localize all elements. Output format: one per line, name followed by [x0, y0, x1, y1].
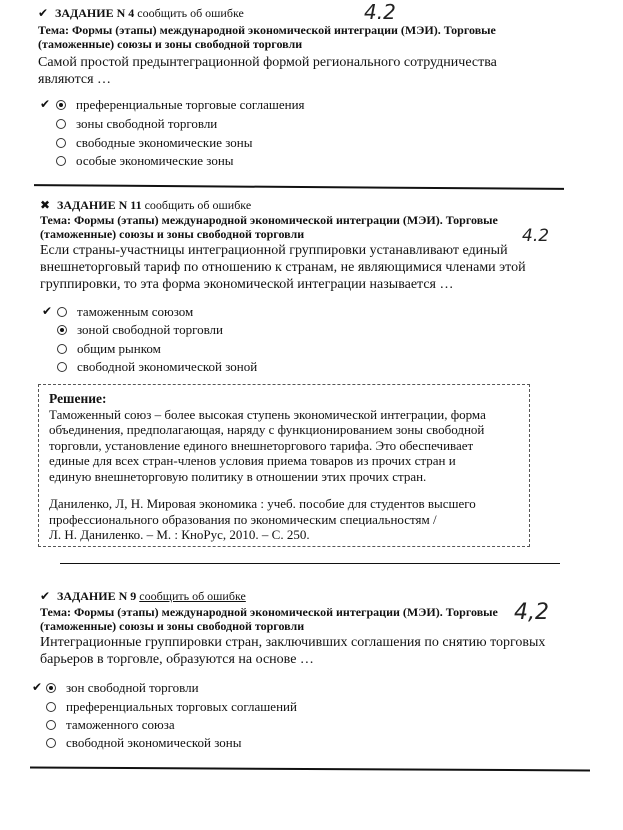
solution-title: Решение:: [49, 391, 107, 406]
task-topic: Тема: Формы (этапы) международной экономической интеграции (МЭИ). Торговые (таможенные) союзы и зоны свободной торговли: [40, 605, 498, 633]
answer-option[interactable]: зоны свободной торговли: [56, 116, 217, 132]
answer-option[interactable]: особые экономические зоны: [56, 153, 234, 169]
answer-option[interactable]: таможенного союза: [46, 717, 175, 733]
task-topic: Тема: Формы (этапы) международной экономической интеграции (МЭИ). Торговые (таможенные) союзы и зоны свободной торговли: [38, 23, 496, 51]
solution-text: единую внешнеторговую политику в отношении этих прочих стран.: [49, 468, 427, 484]
reference-text: профессионального образования по экономическим специальностям /: [49, 511, 437, 527]
solution-text: торговли, установление единого внешнеторгового тарифа. Это обеспечивает: [49, 437, 474, 453]
answer-option[interactable]: свободной экономической зоной: [57, 359, 257, 375]
radio-button[interactable]: [56, 119, 66, 129]
task-header: [40, 198, 251, 213]
answer-option[interactable]: общим рынком: [57, 341, 161, 357]
separator-line: [30, 767, 590, 772]
radio-button[interactable]: [46, 720, 56, 730]
task-number: ЗАДАНИЕ N 11: [57, 198, 142, 212]
cross-icon: ✖: [40, 198, 51, 212]
radio-button[interactable]: [46, 738, 56, 748]
radio-button[interactable]: [57, 362, 67, 372]
correct-check-icon: ✔: [32, 680, 43, 694]
report-error-link[interactable]: сообщить об ошибке: [139, 589, 246, 603]
solution-box: [38, 384, 530, 547]
radio-button[interactable]: [56, 138, 66, 148]
reference-text: Даниленко, Л, Н. Мировая экономика : учеб. пособие для студентов высшего: [49, 496, 476, 511]
radio-button[interactable]: [56, 100, 66, 110]
task-number: ЗАДАНИЕ N 9: [57, 589, 137, 603]
solution-text: единые для всех стран-членов условия приема товаров из прочих стран и: [49, 453, 456, 468]
answer-option[interactable]: преференциальные торговые соглашения: [56, 97, 305, 113]
report-error-link[interactable]: сообщить об ошибке: [137, 6, 244, 20]
solution-text: Таможенный союз – более высокая ступень экономической интеграции, форма: [49, 406, 486, 422]
report-error-link[interactable]: сообщить об ошибке: [144, 198, 252, 212]
task-question: Если страны-участницы интеграционной группировки устанавливают единый внешнеторговый тариф по отношению к странам, не являющимися членами этой группировки, то эта форма экономической интеграции называется …: [40, 243, 526, 292]
answer-option[interactable]: свободные экономические зоны: [56, 135, 252, 151]
solution-text: объединения, предполагающая, наряду с функционированием зоны свободной: [49, 422, 485, 437]
radio-button[interactable]: [57, 307, 67, 317]
radio-button[interactable]: [46, 683, 56, 693]
task-header: [40, 589, 246, 604]
check-icon: ✔: [40, 589, 51, 603]
handwritten-grade: 4.2: [522, 226, 550, 246]
radio-button[interactable]: [56, 156, 66, 166]
answer-option[interactable]: зоной свободной торговли: [57, 322, 223, 338]
task-number: ЗАДАНИЕ N 4: [55, 6, 135, 20]
reference-text: Л. Н. Даниленко. – М. : КноРус, 2010. – С. 250.: [49, 527, 310, 542]
task-header: [38, 6, 244, 21]
separator-line: [60, 563, 560, 564]
answer-option[interactable]: таможенным союзом: [57, 304, 193, 320]
task-question: Интеграционные группировки стран, заключивших соглашения по снятию торговых барьеров в торговле, образуются на основе …: [40, 635, 546, 667]
separator-line: [34, 184, 564, 190]
correct-check-icon: ✔: [42, 304, 53, 318]
answer-option[interactable]: преференциальных торговых соглашений: [46, 699, 297, 715]
task-question: Самой простой предынтеграционной формой регионального сотрудничества являются …: [38, 55, 497, 87]
check-icon: ✔: [38, 6, 49, 20]
correct-check-icon: ✔: [40, 97, 51, 111]
radio-button[interactable]: [46, 702, 56, 712]
answer-option[interactable]: свободной экономической зоны: [46, 735, 241, 751]
handwritten-grade: 4.2: [364, 0, 396, 24]
task-topic: Тема: Формы (этапы) международной экономической интеграции (МЭИ). Торговые (таможенные) союзы и зоны свободной торговли: [40, 213, 498, 241]
radio-button[interactable]: [57, 325, 67, 335]
answer-option[interactable]: зон свободной торговли: [46, 680, 199, 696]
radio-button[interactable]: [57, 344, 67, 354]
handwritten-grade: 4,2: [514, 600, 549, 625]
